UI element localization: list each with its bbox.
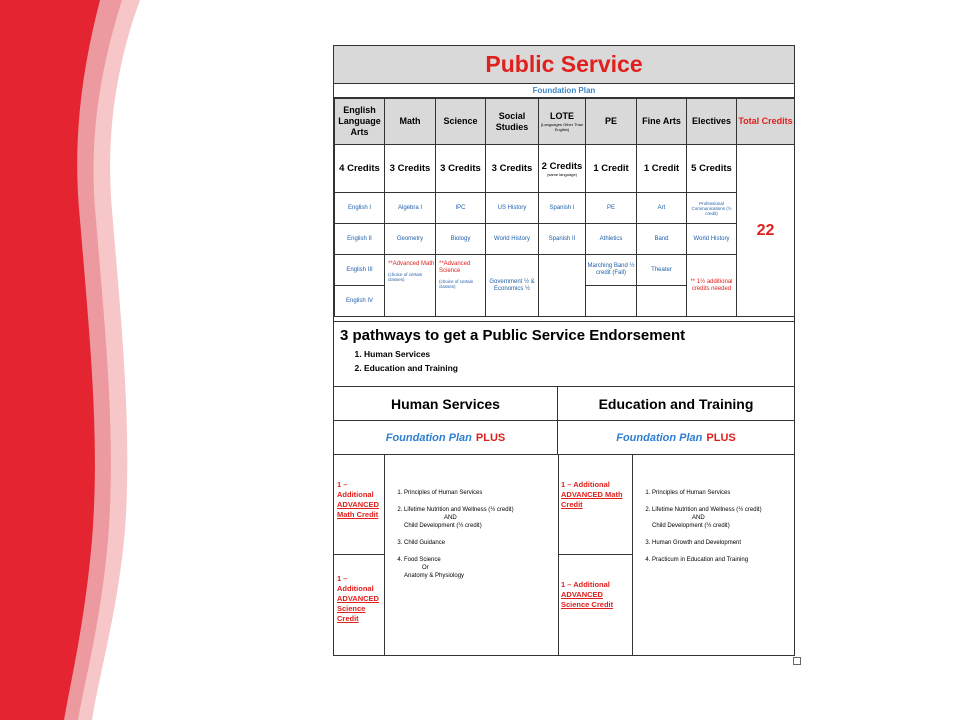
course-cell: Algebra I — [385, 193, 436, 224]
course-cell: Athletics — [586, 224, 637, 255]
note-prefix: 1 – Additional — [561, 480, 610, 489]
note-prefix: 1 – Additional — [337, 480, 374, 499]
course-row — [335, 193, 795, 224]
et-math-note — [558, 476, 632, 514]
course-item-connector: AND — [692, 515, 705, 521]
note-prefix: 1 – Additional — [561, 580, 610, 589]
course-item: 1. Principles of Human Services — [652, 489, 786, 497]
foundation-plan-table — [334, 98, 795, 317]
course-cell: English II — [335, 224, 385, 255]
course-cell: Art — [637, 193, 687, 224]
hs-science-note — [334, 570, 384, 628]
course-cell: Biology — [436, 224, 486, 255]
header-cell: PE — [586, 99, 637, 145]
pathway-item: 1. Human Services — [364, 347, 788, 361]
header-cell: Social Studies — [486, 99, 539, 145]
course-cell: Spanish I — [539, 193, 586, 224]
et-science-note — [558, 576, 632, 614]
course-cell: Government ½ & Economics ½ — [486, 255, 539, 317]
header-cell: Electives — [687, 99, 737, 145]
total-credits-value: 22 — [756, 221, 775, 239]
human-services-plan-band — [334, 421, 558, 455]
page-title: Public Service — [485, 51, 643, 77]
hs-course-list — [384, 455, 558, 580]
et-course-list-box — [632, 455, 794, 655]
public-service-document — [333, 45, 795, 656]
header-cell-lote — [539, 99, 586, 145]
course-cell: Marching Band ½ credit (Fall) — [586, 255, 637, 286]
course-cell: World History — [486, 224, 539, 255]
header-row — [335, 99, 795, 145]
course-item: 3. Child Guidance — [404, 539, 550, 547]
credit-cell: 3 Credits — [385, 145, 436, 193]
advanced-math-label: **Advanced Math — [388, 261, 435, 267]
header-cell: English Language Arts — [335, 99, 385, 145]
foundation-plan-label: Foundation Plan — [385, 431, 472, 444]
credit-cell: 1 Credit — [586, 145, 637, 193]
foundation-plan-label: Foundation Plan — [616, 431, 703, 444]
credit-cell: 3 Credits — [486, 145, 539, 193]
credit-cell-label: 2 Credits — [541, 160, 583, 172]
credit-cell: 3 Credits — [436, 145, 486, 193]
course-cell-empty — [539, 255, 586, 317]
course-item-text: Lifetime Nutrition and Wellness (½ credit) — [652, 507, 762, 513]
credits-row — [335, 145, 795, 193]
course-item-text: Child Development (½ credit) — [652, 523, 730, 529]
pathway-item: 2. Education and Training — [364, 361, 788, 375]
course-item — [404, 506, 550, 530]
advanced-math-link: ADVANCED Math Credit — [337, 500, 379, 519]
header-cell: Fine Arts — [637, 99, 687, 145]
course-row — [335, 224, 795, 255]
course-row — [335, 255, 795, 286]
course-item: 1. Principles of Human Services — [404, 489, 550, 497]
advanced-science-link: ADVANCED Science Credit — [337, 594, 379, 623]
course-item-connector: AND — [444, 515, 457, 521]
choice-note: (choice of certain classes) — [439, 279, 474, 289]
lote-credit-note: (same language) — [546, 171, 578, 177]
credit-cell: 1 Credit — [637, 145, 687, 193]
education-training-heading: Education and Training — [558, 387, 794, 421]
course-item-text: Food Science — [404, 557, 441, 563]
pathways-list — [364, 347, 788, 375]
total-credits-cell — [737, 145, 795, 317]
header-cell-label: LOTE — [550, 111, 574, 121]
title-band — [334, 46, 794, 84]
course-cell: Geometry — [385, 224, 436, 255]
course-item-connector: Or — [422, 565, 429, 571]
et-course-list — [632, 455, 794, 564]
course-item-text: Child Development (½ credit) — [404, 523, 482, 529]
course-item-text: Lifetime Nutrition and Wellness (½ credit) — [404, 507, 514, 513]
pathways-section — [334, 321, 794, 387]
advanced-science-label: **Advanced Science — [439, 261, 471, 274]
course-item: 3. Human Growth and Development — [652, 539, 786, 547]
course-cell: Professional Communications (½ credit) — [687, 193, 737, 224]
pathways-heading: 3 pathways to get a Public Service Endorsement — [340, 327, 686, 344]
credit-cell-lote — [539, 145, 586, 193]
choice-note: (choice of certain classes) — [388, 272, 423, 282]
foundation-plan-label: Foundation Plan — [532, 86, 596, 95]
plus-label: PLUS — [706, 431, 736, 444]
slide-handle[interactable] — [793, 657, 801, 665]
course-cell: English III — [335, 255, 385, 286]
course-cell-empty — [637, 286, 687, 317]
hs-course-list-box — [384, 455, 558, 655]
row-divider — [558, 554, 632, 555]
course-item: 4. Practicum in Education and Training — [652, 556, 786, 564]
row-divider — [334, 554, 384, 555]
plus-label: PLUS — [475, 431, 506, 444]
education-training-plan-band — [558, 421, 794, 455]
advanced-science-link: ADVANCED Science Credit — [561, 590, 614, 609]
course-cell: IPC — [436, 193, 486, 224]
course-cell: English I — [335, 193, 385, 224]
credit-cell: 4 Credits — [335, 145, 385, 193]
course-cell: Spanish II — [539, 224, 586, 255]
course-cell: Band — [637, 224, 687, 255]
advanced-math-link: ADVANCED Math Credit — [561, 490, 623, 509]
note-prefix: 1 – Additional — [337, 574, 374, 593]
course-cell: PE — [586, 193, 637, 224]
header-cell: Math — [385, 99, 436, 145]
course-cell: World History — [687, 224, 737, 255]
course-item — [404, 556, 550, 580]
foundation-plan-band — [334, 84, 794, 98]
credit-cell: 5 Credits — [687, 145, 737, 193]
header-cell-total: Total Credits — [737, 99, 795, 145]
course-cell-empty — [586, 286, 637, 317]
course-cell: Theater — [637, 255, 687, 286]
lote-note: (Languages Other Than English) — [540, 122, 584, 132]
hs-math-note — [334, 476, 384, 524]
course-item — [652, 506, 786, 530]
advanced-science-cell — [436, 255, 486, 317]
additional-credits-cell: ** 1½ additional credits needed — [687, 255, 737, 317]
course-cell: English IV — [335, 286, 385, 317]
advanced-math-cell — [385, 255, 436, 317]
header-cell: Science — [436, 99, 486, 145]
course-item-text: Anatomy & Physiology — [404, 573, 465, 579]
human-services-heading: Human Services — [334, 387, 558, 421]
course-cell: US History — [486, 193, 539, 224]
